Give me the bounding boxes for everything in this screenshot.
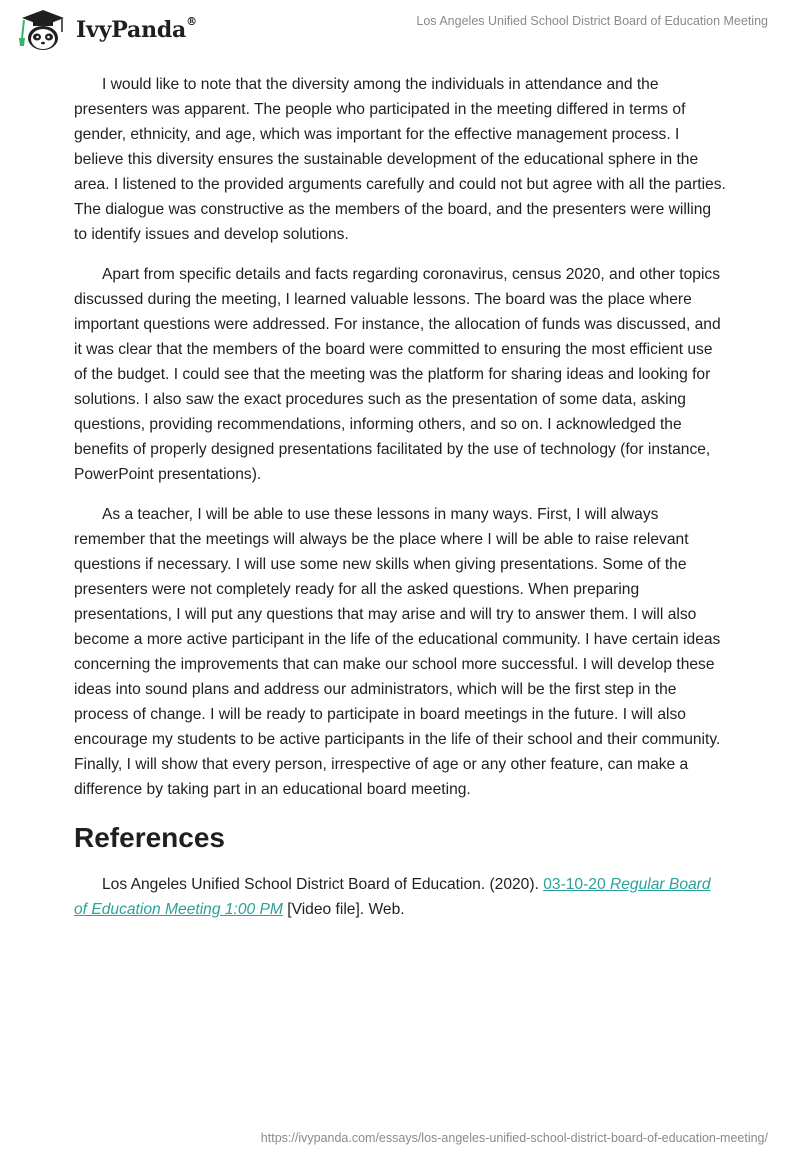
reference-suffix: [Video file]. Web.: [287, 901, 405, 918]
paragraph-2: Apart from specific details and facts regarding coronavirus, census 2020, and other topics discussed during the meeting, I learned valuable lessons. The board was the place where important questions were addressed. For instance, the allocation of funds was discussed, and it was clear that the members of the board were committed to ensuring the most efficient use of the budget. I could see that the meeting was the platform for sharing ideas and looking for solutions. I also saw the exact procedures such as the presentation of some data, asking questions, providing recommendations, informing others, and so on. I acknowledged the benefits of properly designed presentations facilitated by the use of technology (for instance, PowerPoint presentations).: [74, 266, 721, 483]
ivypanda-logo[interactable]: [14, 8, 197, 52]
references-heading: References: [74, 822, 225, 853]
panda-graduate-icon: [14, 8, 72, 52]
paragraph-1: I would like to note that the diversity among the individuals in attendance and the presenters was apparent. The people who participated in the meeting differed in terms of gender, ethnicity, and age, which was important for the effective management process. I believe this diversity ensures the sustainable development of the educational sphere in the area. I listened to the provided arguments carefully and could not but agree with all the parties. The dialogue was constructive as the members of the board, and the presenters were willing to identify issues and develop solutions.: [74, 76, 726, 243]
reference-video-link[interactable]: 03-10-20 Regular Board of Education Meeting 1:00 PM: [74, 876, 711, 918]
reference-entry: [74, 872, 726, 922]
brand-name: IvyPanda®: [76, 15, 197, 43]
essay-body: [74, 72, 726, 922]
document-title: Los Angeles Unified School District Board of Education Meeting: [416, 14, 768, 28]
reference-prefix: Los Angeles Unified School District Board of Education. (2020).: [102, 876, 539, 893]
page-header: [0, 0, 800, 60]
paragraph-3: As a teacher, I will be able to use these lessons in many ways. First, I will always remember that the meetings will always be the place where I will be able to raise relevant questions if necessary. I will use some new skills when giving presentations. Some of the presenters were not completely ready for all the asked questions. When preparing presentations, I will put any questions that may arise and will try to answer them. I will also become a more active participant in the life of the educational community. I have certain ideas concerning the improvements that can make our school more successful. I will develop these ideas into sound plans and address our administrators, which will be the first step in the process of change. I will be ready to participate in board meetings in the future. I will also encourage my students to be active participants in the life of their school and their community. Finally, I will show that every person, irrespective of age or any other feature, can make a difference by taking part in an educational board meeting.: [74, 506, 721, 798]
footer-url: https://ivypanda.com/essays/los-angeles-unified-school-district-board-of-education-meeting/: [260, 1131, 768, 1145]
